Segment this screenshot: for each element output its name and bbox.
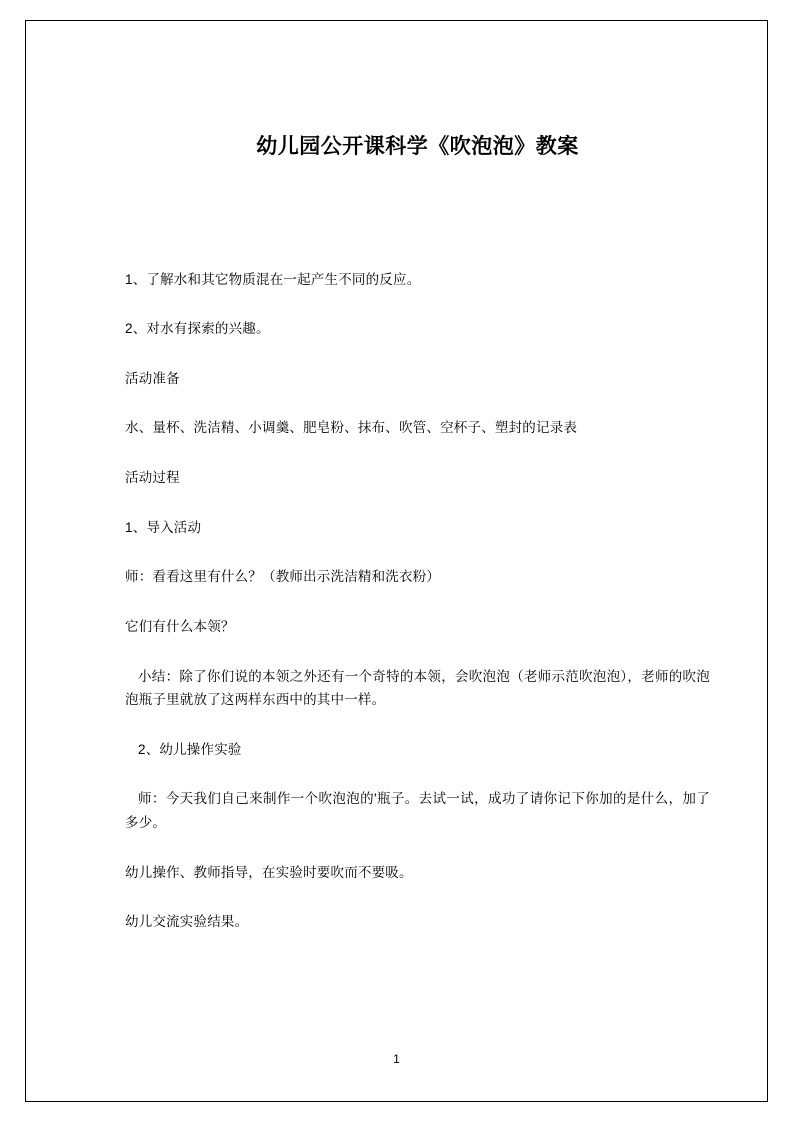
body-paragraph: 小结：除了你们说的本领之外还有一个奇特的本领，会吹泡泡（老师示范吹泡泡），老师的吹泡泡瓶子里就放了这两样东西中的其中一样。	[125, 668, 710, 708]
page-title: 幼儿园公开课科学《吹泡泡》教案	[256, 135, 579, 158]
body-paragraph: 2、对水有探索的兴趣。	[125, 321, 270, 337]
body-paragraph: 它们有什么本领？	[125, 618, 235, 634]
section-heading-preparation: 活动准备	[125, 370, 180, 386]
body-paragraph: 2、幼儿操作实验	[138, 741, 242, 757]
body-paragraph: 幼儿操作、教师指导，在实验时要吹而不要吸。	[125, 864, 413, 880]
title-body-spacer	[125, 164, 710, 268]
page-number: 1	[393, 1052, 400, 1066]
body-paragraph: 1、了解水和其它物质混在一起产生不同的反应。	[125, 271, 421, 287]
body-paragraph: 1、导入活动	[125, 519, 202, 535]
body-paragraph: 师：今天我们自己来制作一个吹泡泡的'瓶子。去试一试，成功了请你记下你加的是什么，加了多少。	[125, 791, 710, 831]
body-paragraph: 师：看看这里有什么？（教师出示洗洁精和洗衣粉）	[125, 569, 441, 585]
document-content	[125, 130, 710, 934]
body-paragraph: 水、量杯、洗洁精、小调羹、肥皂粉、抹布、吹管、空杯子、塑封的记录表	[125, 420, 578, 436]
section-heading-process: 活动过程	[125, 470, 180, 486]
body-paragraph: 幼儿交流实验结果。	[125, 914, 249, 930]
